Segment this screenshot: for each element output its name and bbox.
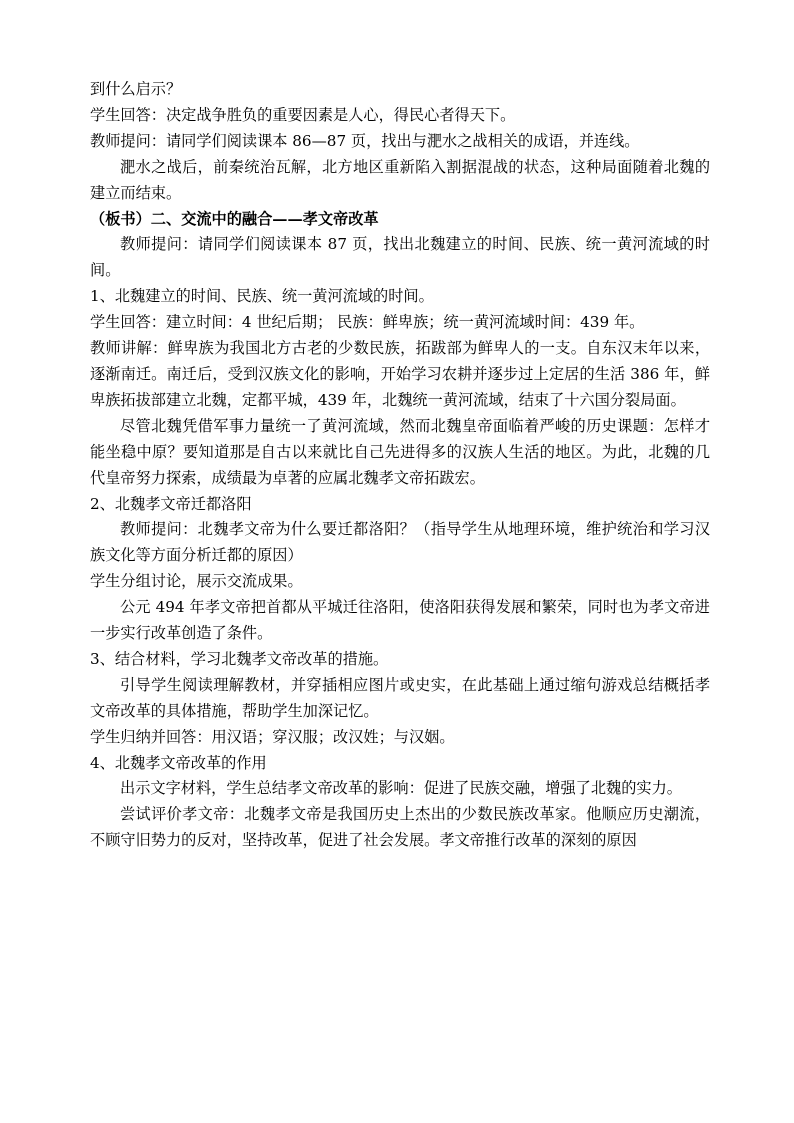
list-item-2-heading: 2、北魏孝文帝迁都洛阳 [90, 494, 252, 513]
document-page [90, 77, 710, 854]
paragraph-1: 到什么启示？ [90, 80, 182, 98]
paragraph-4: 淝水之战后，前秦统治瓦解，北方地区重新陷入割据混战的状态，这种局面随着北魏的建立而结束。 [90, 157, 710, 202]
paragraph-16: 引导学生阅读理解教材，并穿插相应图片或史实，在此基础上通过缩句游戏总结概括孝文帝改革的具体措施，帮助学生加深记忆。 [90, 675, 710, 720]
paragraph-14: 公元 494 年孝文帝把首都从平城迁往洛阳，使洛阳获得发展和繁荣，同时也为孝文帝进一步实行改革创造了条件。 [90, 598, 710, 643]
paragraph-13: 学生分组讨论，展示交流成果。 [90, 572, 303, 591]
paragraph-10: 尽管北魏凭借军事力量统一了黄河流域，然而北魏皇帝面临着严峻的历史课题：怎样才能坐稳中原？要知道那是自古以来就比自己先进得多的汉族人生活的地区。为此，北魏的几代皇帝努力探索，成绩最为卓著的应属北魏孝文帝拓跋宏。 [90, 416, 710, 487]
paragraph-9: 教师讲解：鲜卑族为我国北方古老的少数民族，拓跋部为鲜卑人的一支。自东汉末年以来，逐渐南迁。南迁后，受到汉族文化的影响，开始学习农耕并逐步过上定居的生活 386 年，鲜卑族拓拔部建立北魏，定都平城，439 年，北魏统一黄河流域，结束了十六国分裂局面。 [90, 339, 710, 409]
list-item-3-heading: 3、结合材料，学习北魏孝文帝改革的措施。 [90, 649, 389, 668]
paragraph-20: 尝试评价孝文帝：北魏孝文帝是我国历史上杰出的少数民族改革家。他顺应历史潮流，不顾守旧势力的反对，坚持改革，促进了社会发展。孝文帝推行改革的深刻的原因 [90, 805, 710, 850]
list-item-4-heading: 4、北魏孝文帝改革的作用 [90, 753, 267, 772]
paragraph-8: 学生回答：建立时间：4 世纪后期； 民族：鲜卑族；统一黄河流域时间：439 年。 [90, 313, 645, 332]
paragraph-19: 出示文字材料，学生总结孝文帝改革的影响：促进了民族交融，增强了北魏的实力。 [120, 779, 682, 798]
paragraph-3: 教师提问：请同学们阅读课本 86—87 页，找出与淝水之战相关的成语，并连线。 [90, 131, 640, 150]
paragraph-2: 学生回答：决定战争胜负的重要因素是人心，得民心者得天下。 [90, 105, 516, 124]
paragraph-17: 学生归纳并回答：用汉语；穿汉服；改汉姓；与汉姻。 [90, 727, 455, 746]
list-item-1-heading: 1、北魏建立的时间、民族、统一黄河流域的时间。 [90, 287, 434, 306]
paragraph-6: 教师提问：请同学们阅读课本 87 页，找出北魏建立的时间、民族、统一黄河流域的时间。 [90, 235, 710, 280]
section-heading: （板书）二、交流中的融合——孝文帝改革 [90, 209, 379, 228]
paragraph-12: 教师提问：北魏孝文帝为什么要迁都洛阳？（指导学生从地理环境，维护统治和学习汉族文化等方面分析迁都的原因） [90, 520, 710, 565]
